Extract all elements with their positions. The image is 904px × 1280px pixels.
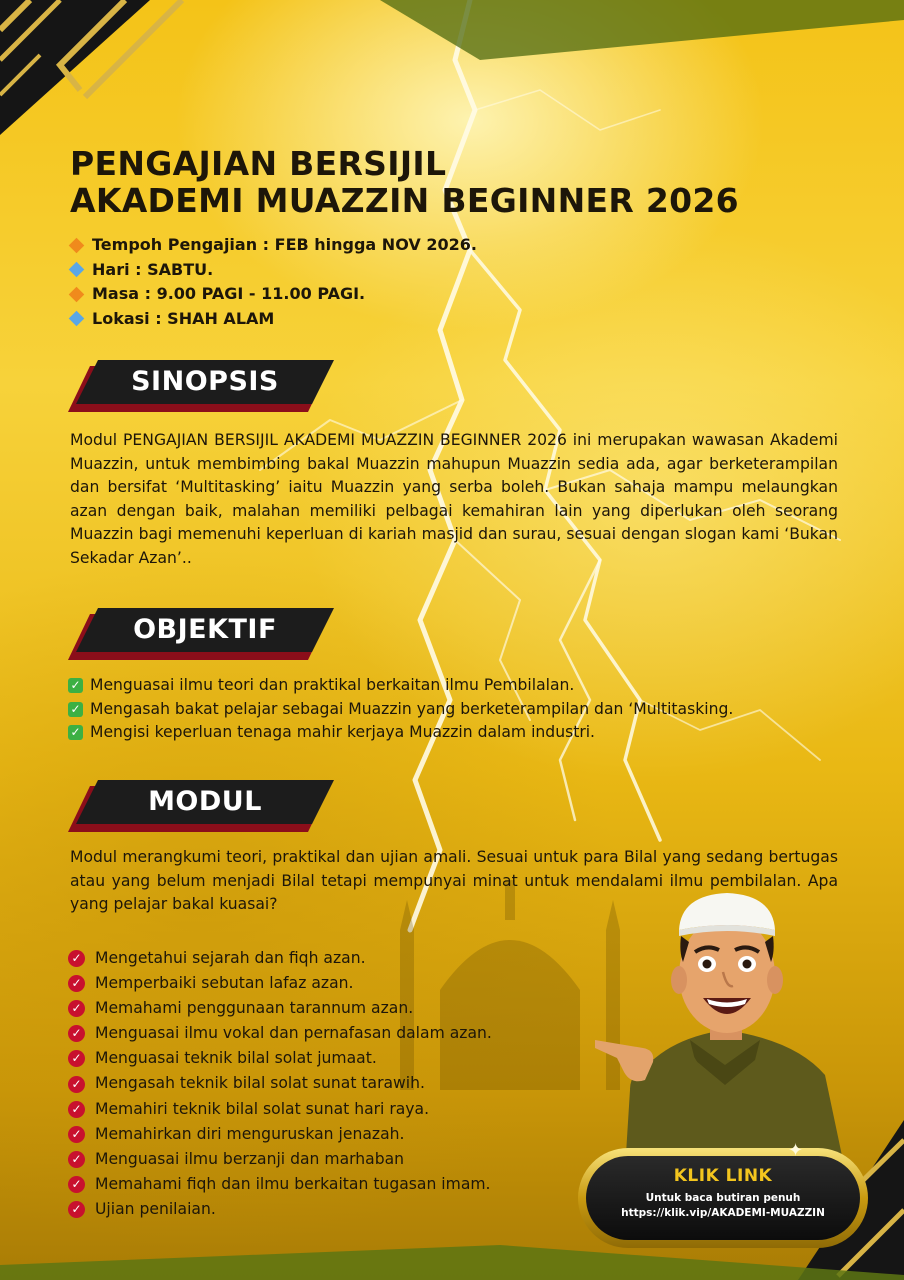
- objektif-heading-label: [68, 608, 336, 662]
- list-item: [68, 721, 733, 745]
- red-check-icon: ✓: [68, 1050, 85, 1067]
- list-item: [68, 1071, 492, 1096]
- objektif-heading: OBJEKTIF: [133, 614, 277, 645]
- red-check-icon: ✓: [68, 1151, 85, 1168]
- list-item-text: Mengasah bakat pelajar sebagai Muazzin yang berketerampilan dan ‘Multitasking.: [90, 699, 734, 718]
- list-item-text: Memahirkan diri menguruskan jenazah.: [95, 1124, 405, 1143]
- klik-link-subtitle: Untuk baca butiran penuh: [645, 1192, 801, 1204]
- list-item-text: Menguasai ilmu teori dan praktikal berkaitan ilmu Pembilalan.: [90, 676, 575, 694]
- sinopsis-text: Modul PENGAJIAN BERSIJIL AKADEMI MUAZZIN BEGINNER 2026 ini merupakan wawasan Akademi Muazzin, untuk membimbing bakal Muazzin mahupun Muazzin sedia ada, agar berketerampilan dan bersifat ‘Multitasking’ iaitu Muazzin yang serba boleh. Bukan sahaja mampu melaungkan azan dengan baik, malahan memiliki pelbagai kemahiran lain yang diperlukan oleh seorang Muazzin bagi memenuhi keperluan di kariah masjid dan surau, sesuai dengan slogan kami ‘Bukan Sekadar Azan’..: [70, 431, 838, 567]
- modul-heading-label: [68, 780, 336, 834]
- red-check-icon: ✓: [68, 1101, 85, 1118]
- bottom-green-band: [0, 1245, 904, 1280]
- green-check-icon: ✓: [68, 678, 83, 693]
- info-item: [68, 282, 477, 307]
- info-item-text: Masa : 9.00 PAGI - 11.00 PAGI.: [92, 284, 366, 303]
- objektif-list: [68, 674, 733, 745]
- sinopsis-heading-label: [68, 360, 336, 414]
- title-line-2: AKADEMI MUAZZIN BEGINNER 2026: [70, 181, 739, 220]
- list-item: [68, 1197, 492, 1222]
- info-item-text: Tempoh Pengajian : FEB hingga NOV 2026.: [92, 235, 477, 254]
- info-item-text: Lokasi : SHAH ALAM: [92, 308, 275, 328]
- top-left-corner-decoration: [0, 0, 190, 150]
- list-item: [68, 971, 492, 996]
- list-item-text: Ujian penilaian.: [95, 1199, 216, 1218]
- info-item-text: Hari : SABTU.: [92, 259, 214, 279]
- list-item: [68, 1172, 492, 1197]
- klik-link-url[interactable]: https://klik.vip/AKADEMI-MUAZZIN: [621, 1207, 825, 1219]
- red-check-icon: ✓: [68, 1025, 85, 1042]
- list-item-text: Memperbaiki sebutan lafaz azan.: [95, 974, 354, 993]
- blue-diamond-icon: [69, 262, 85, 278]
- list-item-text: Memahami penggunaan tarannum azan.: [95, 999, 414, 1018]
- red-check-icon: ✓: [68, 950, 85, 967]
- red-check-icon: ✓: [68, 1126, 85, 1143]
- list-item-text: Mengetahui sejarah dan fiqh azan.: [95, 949, 366, 967]
- green-check-icon: ✓: [68, 725, 83, 740]
- blue-diamond-icon: [69, 311, 85, 327]
- title-line-1: PENGAJIAN BERSIJIL: [70, 144, 447, 183]
- list-item: [68, 1122, 492, 1147]
- list-item-text: Mengisi keperluan tenaga mahir kerjaya Muazzin dalam industri.: [90, 723, 596, 741]
- red-check-icon: ✓: [68, 1176, 85, 1193]
- man-pointing-illustration: [595, 890, 865, 1170]
- sparkle-icon: ✦: [788, 1140, 804, 1161]
- list-item: [68, 946, 492, 971]
- modul-list: [68, 946, 492, 1222]
- list-item-text: Mengasah teknik bilal solat sunat tarawih.: [95, 1074, 425, 1093]
- info-item: [68, 307, 477, 332]
- list-item-text: Menguasai teknik bilal solat jumaat.: [95, 1049, 377, 1068]
- red-check-icon: ✓: [68, 1201, 85, 1218]
- orange-diamond-icon: [69, 286, 85, 302]
- list-item-text: Memahiri teknik bilal solat sunat hari raya.: [95, 1099, 430, 1118]
- page-title: [70, 145, 739, 219]
- green-check-icon: ✓: [68, 702, 83, 717]
- red-check-icon: ✓: [68, 1076, 85, 1093]
- list-item: [68, 698, 733, 722]
- modul-intro: Modul merangkumi teori, praktikal dan ujian amali. Sesuai untuk para Bilal yang sedang bertugas atau yang belum menjadi Bilal tetapi mempunyai minat untuk mendalami ilmu pembilalan. Apa yang pelajar bakal kuasai?: [70, 848, 838, 914]
- klik-link-title: KLIK LINK: [673, 1166, 773, 1186]
- sinopsis-heading: SINOPSIS: [131, 366, 279, 397]
- orange-diamond-icon: [69, 237, 85, 253]
- red-check-icon: ✓: [68, 975, 85, 992]
- klik-link-button[interactable]: [578, 1148, 868, 1248]
- top-right-green-band: [380, 0, 904, 90]
- list-item-text: Menguasai ilmu berzanji dan marhaban: [95, 1149, 405, 1168]
- red-check-icon: ✓: [68, 1000, 85, 1017]
- info-list: [68, 233, 477, 331]
- klik-link-inner: [586, 1156, 860, 1240]
- list-item: [68, 1097, 492, 1122]
- list-item: [68, 674, 733, 698]
- list-item-text: Memahami fiqh dan ilmu berkaitan tugasan imam.: [95, 1174, 491, 1193]
- list-item-text: Menguasai ilmu vokal dan pernafasan dalam azan.: [95, 1024, 492, 1043]
- list-item: [68, 1046, 492, 1071]
- list-item: [68, 1147, 492, 1172]
- modul-heading: MODUL: [148, 786, 262, 817]
- list-item: [68, 996, 492, 1021]
- list-item: [68, 1021, 492, 1046]
- info-item: [68, 233, 477, 258]
- info-item: [68, 258, 477, 283]
